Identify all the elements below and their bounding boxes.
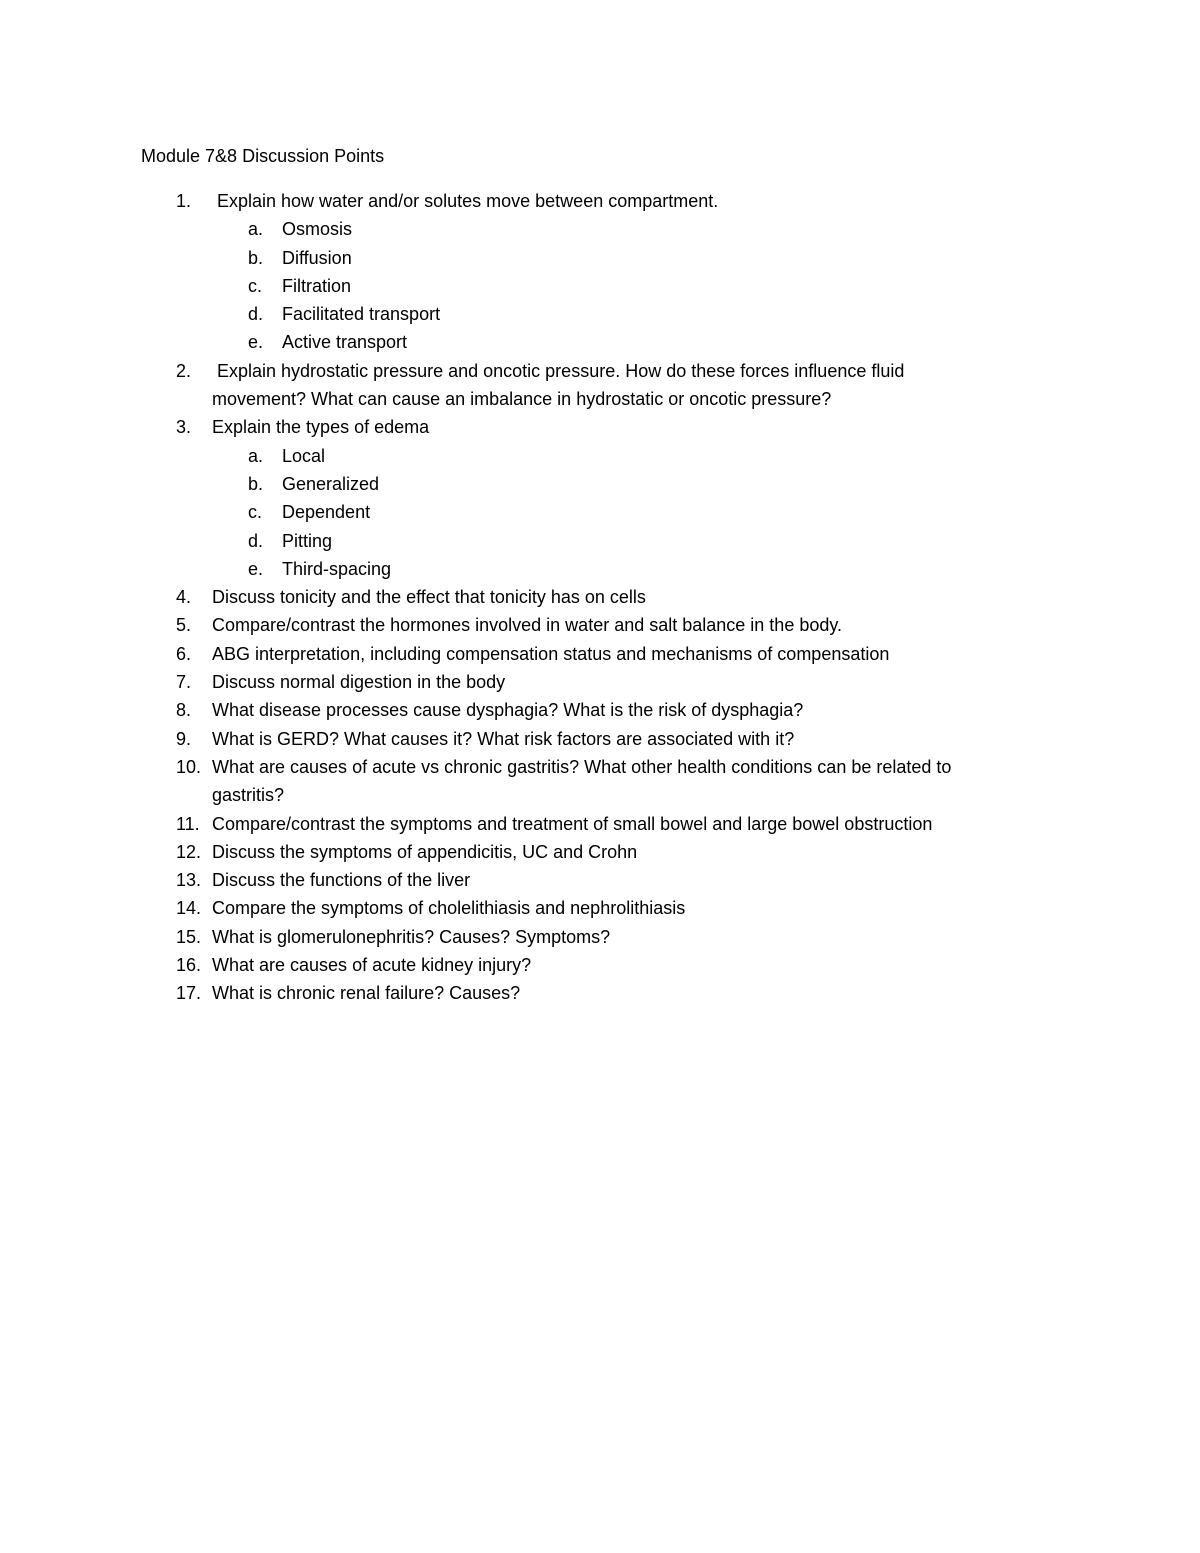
question-text-continuation: gastritis?	[212, 785, 285, 806]
question-item	[0, 923, 1200, 951]
subitem-text: Active transport	[282, 332, 408, 353]
question-number: 16.	[176, 955, 202, 976]
question-number: 17.	[176, 983, 202, 1004]
subitem-letter: c.	[248, 502, 263, 523]
question-subitems	[0, 442, 1200, 583]
subitem-text: Third-spacing	[282, 558, 392, 579]
question-item	[0, 357, 1200, 414]
question-number: 11.	[176, 813, 200, 834]
question-number: 9.	[176, 728, 192, 749]
subitem-text: Facilitated transport	[282, 304, 441, 325]
subitem-letter: a.	[248, 219, 264, 240]
question-item	[0, 725, 1200, 753]
question-number: 4.	[176, 587, 192, 608]
subitem-letter: c.	[248, 275, 263, 296]
question-item	[0, 668, 1200, 696]
question-item	[0, 611, 1200, 639]
question-number: 3.	[176, 417, 192, 438]
subitem	[0, 498, 1200, 526]
question-item	[0, 979, 1200, 1007]
question-text: Explain hydrostatic pressure and oncotic pressure. How do these forces influence fluid	[217, 360, 905, 381]
question-item	[0, 838, 1200, 866]
question-text: What is glomerulonephritis? Causes? Symptoms?	[212, 926, 611, 947]
question-subitems	[0, 215, 1200, 356]
subitem-letter: a.	[248, 445, 264, 466]
subitem	[0, 300, 1200, 328]
question-number: 14.	[176, 898, 202, 919]
question-item	[0, 866, 1200, 894]
question-number: 6.	[176, 643, 192, 664]
question-item	[0, 894, 1200, 922]
question-item	[0, 583, 1200, 611]
question-text: Compare/contrast the hormones involved in water and salt balance in the body.	[212, 615, 843, 636]
question-text: Discuss the symptoms of appendicitis, UC and Crohn	[212, 841, 638, 862]
question-number: 8.	[176, 700, 192, 721]
question-text: What disease processes cause dysphagia? What is the risk of dysphagia?	[212, 700, 804, 721]
subitem-text: Pitting	[282, 530, 333, 551]
question-text: What are causes of acute vs chronic gastritis? What other health conditions can be related to	[212, 756, 952, 777]
question-text: Compare/contrast the symptoms and treatment of small bowel and large bowel obstruction	[212, 813, 933, 834]
question-number: 1.	[176, 191, 192, 211]
subitem-letter: d.	[248, 304, 264, 325]
question-text: Discuss normal digestion in the body	[212, 672, 506, 693]
question-text: Discuss tonicity and the effect that tonicity has on cells	[212, 587, 646, 608]
question-text-continuation: movement? What can cause an imbalance in hydrostatic or oncotic pressure?	[212, 389, 832, 410]
question-number: 13.	[176, 870, 202, 891]
subitem-text: Local	[282, 445, 326, 466]
subitem-letter: d.	[248, 530, 264, 551]
question-text: Explain how water and/or solutes move between compartment.	[217, 191, 719, 211]
question-item	[0, 640, 1200, 668]
subitem-text: Dependent	[282, 502, 371, 523]
question-number: 7.	[176, 672, 192, 693]
question-text: ABG interpretation, including compensation status and mechanisms of compensation	[212, 643, 890, 664]
question-text: What are causes of acute kidney injury?	[212, 955, 532, 976]
question-item	[0, 810, 1200, 838]
subitem-text: Generalized	[282, 473, 380, 494]
question-text: Compare the symptoms of cholelithiasis and nephrolithiasis	[212, 898, 686, 919]
subitem	[0, 328, 1200, 356]
question-item	[0, 753, 1200, 810]
subitem-text: Filtration	[282, 275, 352, 296]
subitem	[0, 272, 1200, 300]
question-text: What is chronic renal failure? Causes?	[212, 983, 521, 1004]
subitem	[0, 527, 1200, 555]
question-item	[0, 696, 1200, 724]
subitem	[0, 215, 1200, 243]
subitem	[0, 442, 1200, 470]
subitem	[0, 555, 1200, 583]
question-text: What is GERD? What causes it? What risk factors are associated with it?	[212, 728, 795, 749]
question-item	[0, 951, 1200, 979]
question-text: Explain the types of edema	[212, 417, 430, 438]
discussion-questions-list	[0, 187, 1200, 1008]
document-title: Module 7&8 Discussion Points	[141, 146, 385, 166]
question-item	[0, 413, 1200, 583]
subitem	[0, 244, 1200, 272]
question-number: 2.	[176, 360, 192, 381]
subitem-text: Diffusion	[282, 247, 352, 268]
question-number: 15.	[176, 926, 202, 947]
subitem-text: Osmosis	[282, 219, 353, 240]
question-number: 12.	[176, 841, 202, 862]
question-text: Discuss the functions of the liver	[212, 870, 471, 891]
subitem-letter: e.	[248, 558, 264, 579]
subitem-letter: e.	[248, 332, 264, 353]
question-number: 5.	[176, 615, 192, 636]
subitem-letter: b.	[248, 473, 264, 494]
subitem-letter: b.	[248, 247, 264, 268]
question-number: 10.	[176, 756, 202, 777]
subitem	[0, 470, 1200, 498]
question-item	[0, 187, 1200, 357]
